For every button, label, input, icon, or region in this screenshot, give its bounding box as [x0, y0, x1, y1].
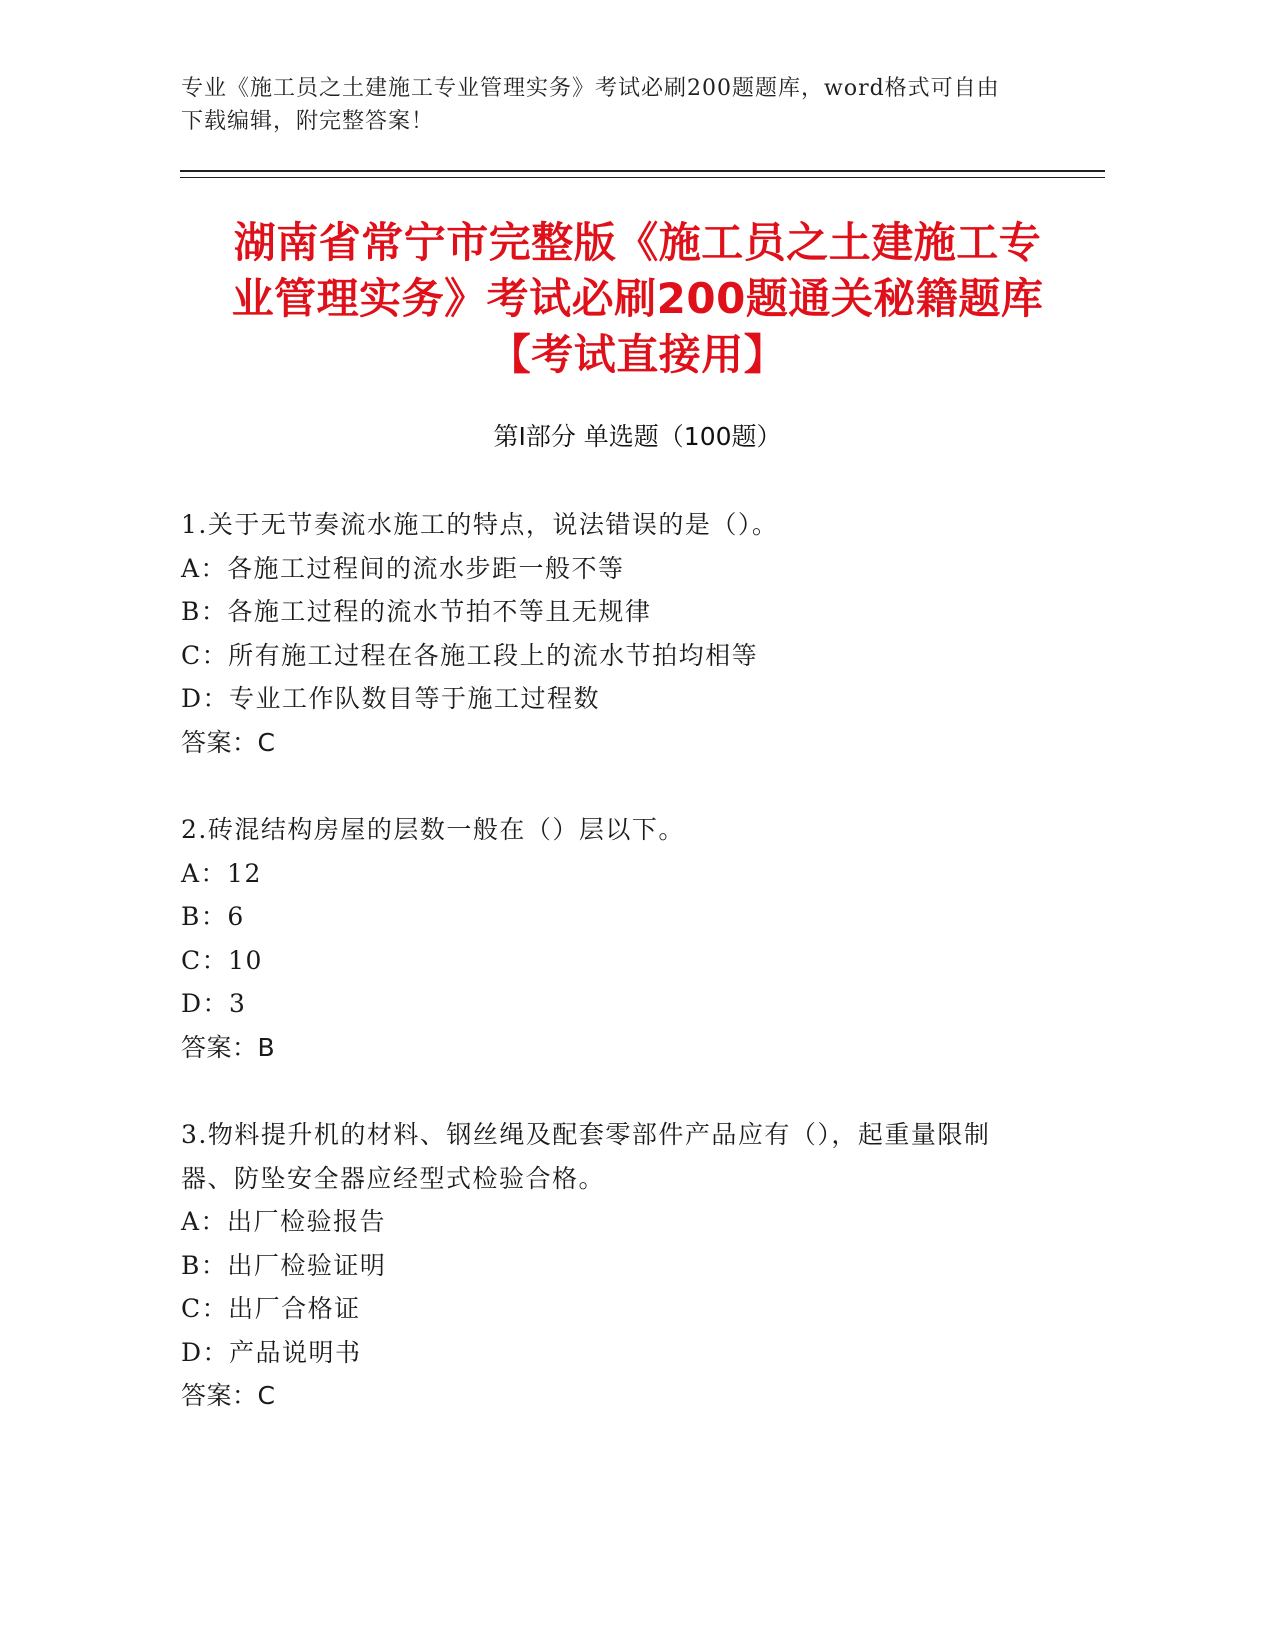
- question-stem: 2.砖混结构房屋的层数一般在（）层以下。: [181, 815, 685, 844]
- question-answer: 答案：B: [181, 1032, 276, 1062]
- question-option: C：出厂合格证: [181, 1294, 361, 1323]
- question-stem: 1.关于无节奏流水施工的特点，说法错误的是（）。: [181, 510, 779, 539]
- question-option: B：各施工过程的流水节拍不等且无规律: [181, 597, 652, 626]
- question-option: B：6: [181, 902, 245, 931]
- question-option: A：12: [181, 858, 262, 888]
- question-option: D：3: [181, 989, 247, 1018]
- question-option: C：10: [181, 945, 263, 975]
- question-option: D：产品说明书: [181, 1337, 362, 1367]
- title-line: 业管理实务》考试必刷200题通关秘籍题库: [231, 274, 1044, 323]
- question-option: B：出厂检验证明: [181, 1250, 387, 1280]
- section-heading: 第Ⅰ部分 单选题（100题）: [493, 422, 782, 451]
- question-stem: 3.物料提升机的材料、钢丝绳及配套零部件产品应有（），起重量限制器、防坠安全器应经型式检验合格。: [181, 1120, 991, 1193]
- document-title: [150, 215, 1125, 383]
- header-divider: [180, 170, 1105, 172]
- title-line: 【考试直接用】: [488, 330, 787, 379]
- question-answer: 答案：C: [181, 727, 276, 757]
- question-block: [181, 1113, 1021, 1418]
- question-option: A：出厂检验报告: [181, 1207, 387, 1236]
- header-note-line: 下载编辑，附完整答案！: [181, 109, 435, 134]
- header-divider: [180, 177, 1105, 178]
- question-block: [181, 503, 1081, 764]
- question-option: A：各施工过程间的流水步距一般不等: [181, 553, 625, 583]
- title-line: 湖南省常宁市完整版《施工员之土建施工专: [233, 218, 1042, 267]
- question-option: D：专业工作队数目等于施工过程数: [181, 684, 601, 713]
- question-block: [181, 808, 1081, 1069]
- question-option: C：所有施工过程在各施工段上的流水节拍均相等: [181, 640, 759, 670]
- question-answer: 答案：C: [181, 1381, 276, 1410]
- header-note: [181, 72, 1081, 138]
- header-note-line: 专业《施工员之土建施工专业管理实务》考试必刷200题题库，word格式可自由: [181, 76, 1000, 101]
